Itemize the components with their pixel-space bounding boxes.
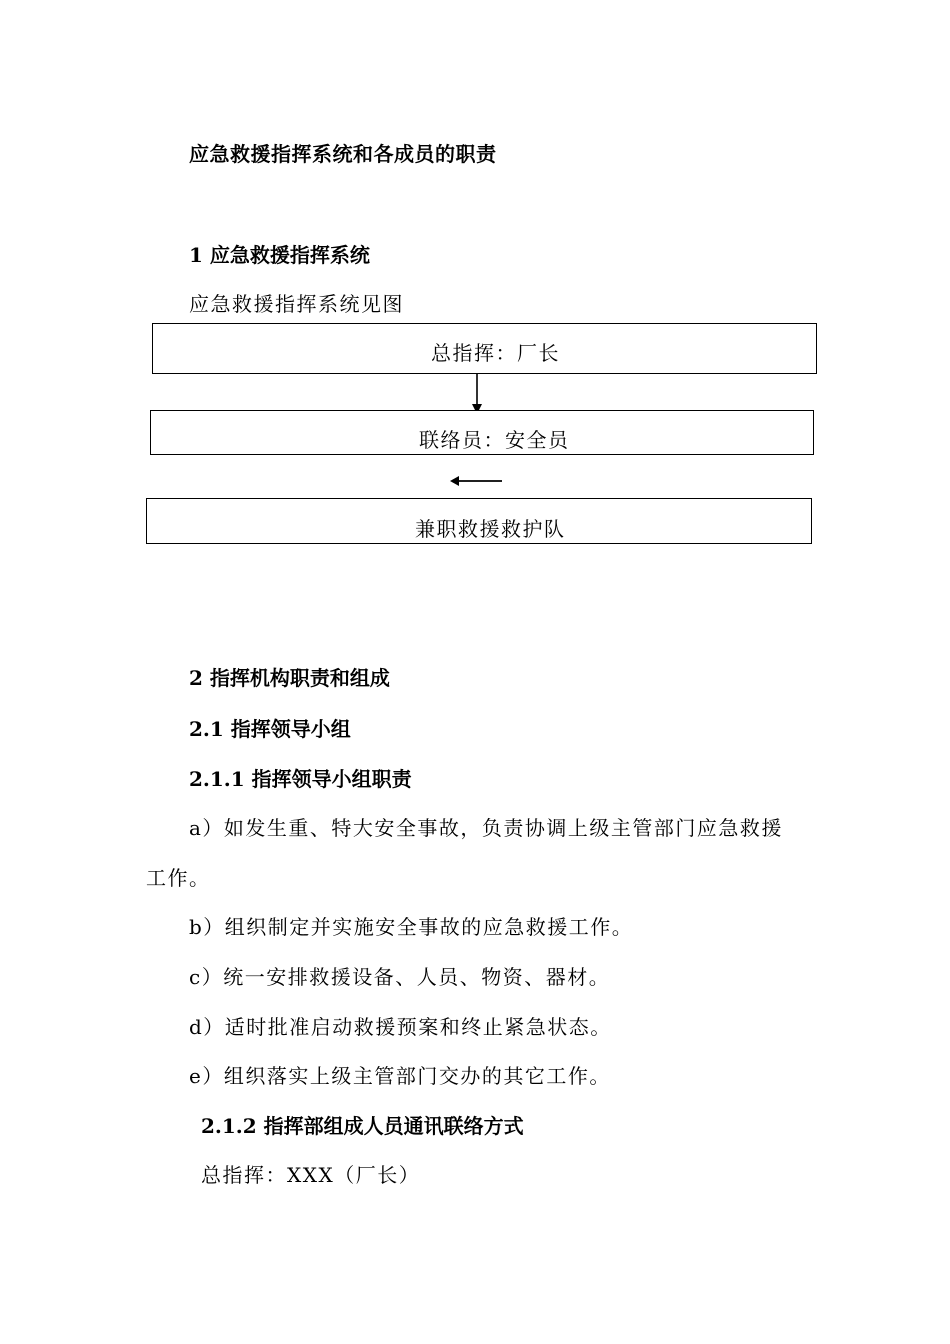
duty-a-line1: a）如发生重、特大安全事故，负责协调上级主管部门应急救援	[189, 816, 783, 840]
duty-a-line2: 工作。	[146, 866, 211, 890]
section2-heading: 2 指挥机构职责和组成	[189, 666, 390, 690]
duty-c: c）统一安排救援设备、人员、物资、器材。	[189, 965, 611, 989]
duty-d: d）适时批准启动救援预案和终止紧急状态。	[189, 1015, 612, 1039]
document-title: 应急救援指挥系统和各成员的职责	[189, 142, 497, 166]
diagram-box-commander	[152, 323, 817, 374]
diagram-box-liaison-label: 联络员：安全员	[419, 428, 570, 452]
section2-1-1-heading: 2.1.1 指挥领导小组职责	[189, 767, 412, 791]
diagram-box-liaison	[150, 410, 814, 455]
duty-e: e）组织落实上级主管部门交办的其它工作。	[189, 1064, 611, 1088]
section1-intro: 应急救援指挥系统见图	[189, 292, 404, 316]
section2-1-2-heading: 2.1.2 指挥部组成人员通讯联络方式	[201, 1114, 524, 1138]
duty-b: b）组织制定并实施安全事故的应急救援工作。	[189, 915, 634, 939]
down-arrow-icon	[470, 374, 486, 414]
contact-commander: 总指挥：XXX（厂长）	[201, 1163, 421, 1187]
section1-heading: 1 应急救援指挥系统	[189, 243, 370, 267]
section2-1-heading: 2.1 指挥领导小组	[189, 717, 351, 741]
diagram-box-rescue-team-label: 兼职救援救护队	[415, 517, 566, 541]
diagram-box-commander-label: 总指挥：厂长	[431, 341, 560, 365]
diagram-box-rescue-team	[146, 498, 812, 544]
left-arrow-icon	[450, 476, 502, 488]
